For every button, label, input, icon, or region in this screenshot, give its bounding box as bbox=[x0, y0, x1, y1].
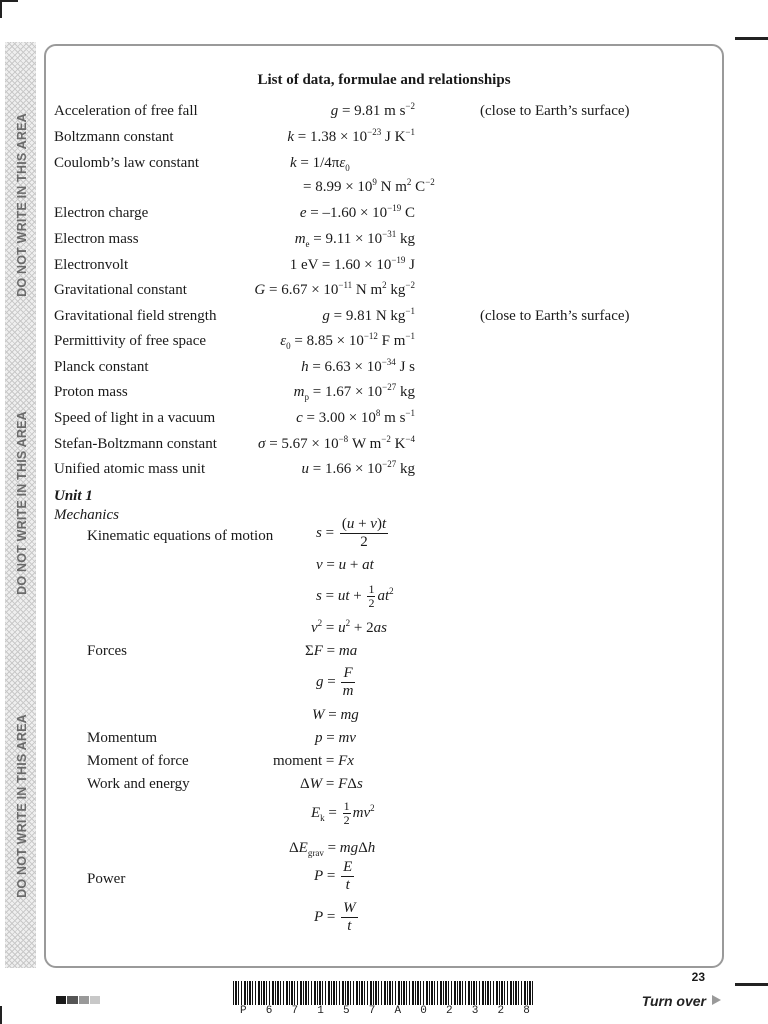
barcode-digit: 3 bbox=[471, 1005, 479, 1017]
barcode bbox=[233, 981, 533, 1005]
label-electron-mass: Electron mass bbox=[54, 231, 139, 247]
crop-mark-top-left bbox=[0, 0, 2, 18]
eq-acceleration: g = 9.81 m $s^{-2}$ bbox=[330, 101, 415, 119]
label-proton-mass: Proton mass bbox=[54, 384, 128, 400]
eq-field-strength: g = 9.81 N $kg^{-1}$ bbox=[322, 306, 415, 324]
label-electronvolt: Electronvolt bbox=[54, 257, 129, 273]
label-boltzmann: Boltzmann constant bbox=[54, 129, 174, 145]
crop-mark-top-right bbox=[735, 37, 768, 40]
eq-kinematic-2: v = u + at bbox=[316, 557, 374, 573]
label-planck: Planck constant bbox=[54, 359, 149, 375]
barcode-digit: 2 bbox=[446, 1005, 453, 1017]
barcode-digit: A bbox=[394, 1005, 402, 1017]
crop-mark-bottom-left bbox=[0, 1006, 2, 1024]
barcode-digits bbox=[240, 1005, 530, 1017]
barcode-digit: 7 bbox=[368, 1005, 376, 1017]
remark-field-strength: (close to Earth’s surface) bbox=[480, 308, 630, 324]
barcode-digit: 7 bbox=[291, 1005, 299, 1017]
eq-work-3: $\Delta E_{grav} = mg\Delta h$ bbox=[289, 840, 376, 858]
topic-forces: Forces bbox=[87, 643, 127, 659]
barcode-digit: 6 bbox=[265, 1005, 273, 1017]
barcode-digit: 5 bbox=[343, 1005, 350, 1017]
label-speed-of-light: Speed of light in a vacuum bbox=[54, 410, 216, 426]
eq-moment: moment = Fx bbox=[273, 753, 354, 769]
eq-forces-2: g = $\frac{F}{m}$ bbox=[316, 665, 354, 699]
eq-coulomb: $k = 1/4\pi\varepsilon_0$ bbox=[290, 155, 350, 173]
eq-speed-of-light: $c = 3.00 \times 10^8$ m $s^{-1}$ bbox=[296, 408, 415, 426]
eq-work-2: $E_k$ = $\frac{1}{2}$ $mv^2$ bbox=[311, 799, 375, 827]
label-permittivity: Permittivity of free space bbox=[54, 333, 207, 349]
eq-permittivity: $\varepsilon_0 = 8.85 \times 10^{-12}$ F $m^{-1}$ bbox=[280, 331, 415, 351]
barcode-digit: P bbox=[240, 1005, 247, 1017]
page-title: List of data, formulae and relationships bbox=[257, 72, 511, 88]
crop-mark-bottom-right bbox=[735, 983, 768, 986]
eq-coulomb-value: = $8.99 \times 10^9$ N $m^2$ $C^{-2}$ bbox=[303, 177, 435, 195]
color-blocks bbox=[56, 996, 100, 1004]
eq-planck: $h = 6.63 \times 10^{-34}$ J s bbox=[301, 357, 415, 375]
topic-kinematic: Kinematic equations of motion bbox=[87, 528, 274, 544]
eq-momentum: p = mv bbox=[315, 730, 356, 746]
margin-note-top: DO NOT WRITE IN THIS AREA bbox=[15, 113, 29, 297]
barcode-digit: 0 bbox=[420, 1005, 427, 1017]
label-electron-charge: Electron charge bbox=[54, 205, 149, 221]
remark-acceleration: (close to Earth’s surface) bbox=[480, 103, 630, 119]
eq-electron-mass: $m_e = 9.11 \times 10^{-31}$ kg bbox=[294, 229, 415, 249]
label-field-strength: Gravitational field strength bbox=[54, 308, 217, 324]
topic-moment: Moment of force bbox=[87, 753, 189, 769]
unit-heading: Unit 1 bbox=[54, 488, 93, 504]
eq-proton-mass: $m_p = 1.67 \times 10^{-27}$ kg bbox=[293, 382, 415, 402]
eq-stefan-boltzmann: $\sigma = 5.67 \times 10^{-8}$ W $m^{-2}$ $K^{-4}$ bbox=[258, 434, 415, 452]
eq-boltzmann: $k = 1.38 \times 10^{-23}$ J $K^{-1}$ bbox=[287, 127, 415, 145]
unit-subheading: Mechanics bbox=[54, 507, 119, 523]
eq-forces-1: ΣF = ma bbox=[305, 643, 358, 659]
barcode-digit: 8 bbox=[523, 1005, 530, 1017]
label-gravitational-constant: Gravitational constant bbox=[54, 282, 187, 298]
eq-atomic-mass-unit: $u = 1.66 \times 10^{-27}$ kg bbox=[301, 459, 415, 477]
topic-power: Power bbox=[87, 871, 126, 887]
eq-work-1: ΔW = FΔs bbox=[300, 776, 363, 792]
eq-forces-3: W = mg bbox=[312, 707, 359, 723]
eq-electronvolt: 1 eV = $1.60 \times 10^{-19}$ J bbox=[289, 255, 415, 273]
turn-over: Turn over bbox=[642, 993, 721, 1009]
eq-electron-charge: $e = -1.60 \times 10^{-19}$ C bbox=[299, 203, 415, 221]
page-number: 23 bbox=[691, 970, 705, 984]
barcode-digit: 2 bbox=[497, 1005, 505, 1017]
topic-momentum: Momentum bbox=[87, 730, 157, 746]
margin-note-bottom: DO NOT WRITE IN THIS AREA bbox=[15, 714, 29, 898]
margin-note-middle: DO NOT WRITE IN THIS AREA bbox=[15, 411, 29, 595]
topic-work: Work and energy bbox=[87, 776, 190, 792]
eq-kinematic-4: $v^2 = u^2 + 2as$ bbox=[311, 618, 387, 636]
barcode-digit: 1 bbox=[317, 1005, 324, 1017]
label-stefan-boltzmann: Stefan-Boltzmann constant bbox=[54, 436, 217, 452]
label-atomic-mass-unit: Unified atomic mass unit bbox=[54, 461, 206, 477]
label-coulomb: Coulomb’s law constant bbox=[54, 155, 199, 171]
label-acceleration: Acceleration of free fall bbox=[54, 103, 198, 119]
eq-power-1: P = $\frac{E}{t}$ bbox=[314, 859, 353, 893]
crop-mark-top-left-h bbox=[0, 0, 18, 2]
eq-power-2: P = $\frac{W}{t}$ bbox=[314, 900, 356, 934]
eq-gravitational-constant: $G = 6.67 \times 10^{-11}$ N $m^2$ $kg^{-2}$ bbox=[254, 280, 415, 298]
eq-kinematic-1: s = $\frac{(u + v)t}{2}$ bbox=[316, 516, 387, 550]
arrow-right-icon bbox=[712, 995, 721, 1005]
eq-kinematic-3: s = ut + $\frac{1}{2}$ $at^2$ bbox=[316, 582, 394, 610]
